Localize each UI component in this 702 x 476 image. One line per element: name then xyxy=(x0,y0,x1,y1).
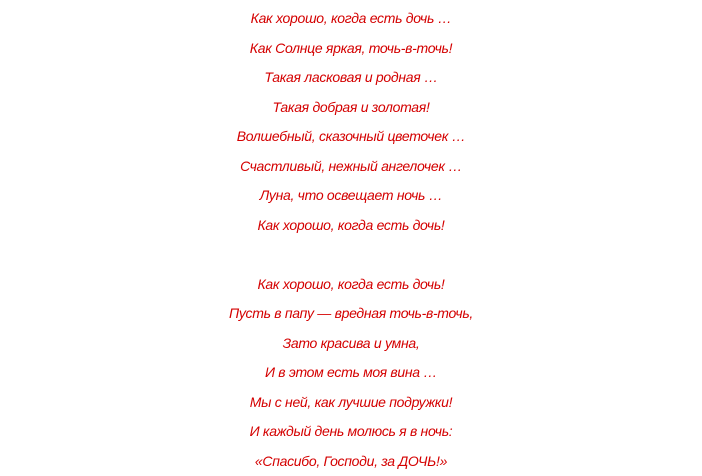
poem-line: Счастливый, нежный ангелочек … xyxy=(0,152,702,182)
poem xyxy=(0,4,702,476)
poem-line: Волшебный, сказочный цветочек … xyxy=(0,122,702,152)
poem-line: Пусть в папу — вредная точь-в-точь, xyxy=(0,299,702,329)
poem-line: «Спасибо, Господи, за ДОЧЬ!» xyxy=(0,447,702,476)
poem-line: Луна, что освещает ночь … xyxy=(0,181,702,211)
poem-line: Такая добрая и золотая! xyxy=(0,93,702,123)
poem-line: И в этом есть моя вина … xyxy=(0,358,702,388)
poem-line: Зато красива и умна, xyxy=(0,329,702,359)
poem-line: Как хорошо, когда есть дочь! xyxy=(0,211,702,241)
poem-line: Мы с ней, как лучшие подружки! xyxy=(0,388,702,418)
stanza-2 xyxy=(0,270,702,476)
stanza-1 xyxy=(0,4,702,240)
poem-line: Такая ласковая и родная … xyxy=(0,63,702,93)
poem-line: И каждый день молюсь я в ночь: xyxy=(0,417,702,447)
poem-line: Как хорошо, когда есть дочь! xyxy=(0,270,702,300)
poem-line: Как хорошо, когда есть дочь … xyxy=(0,4,702,34)
poem-line: Как Солнце яркая, точь-в-точь! xyxy=(0,34,702,64)
